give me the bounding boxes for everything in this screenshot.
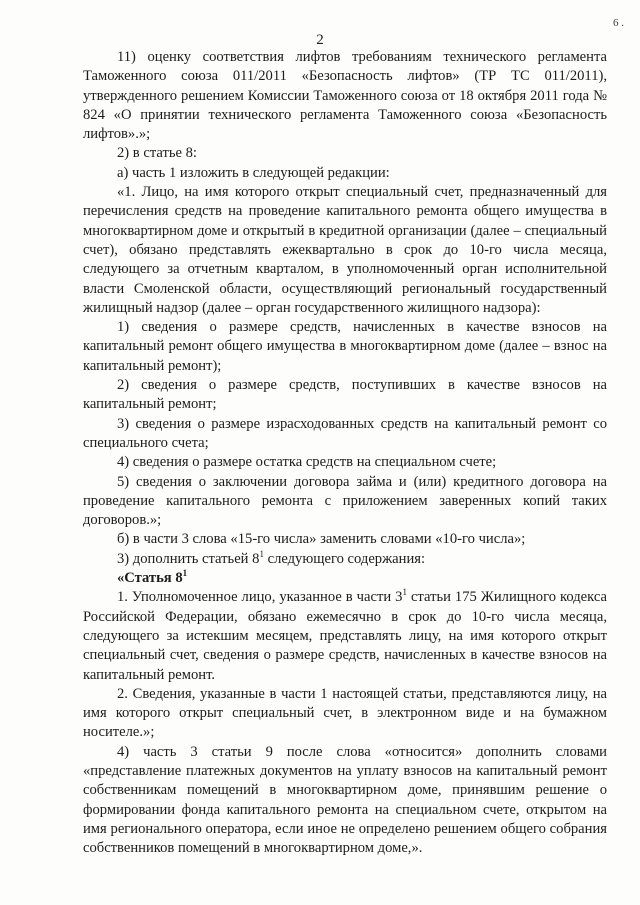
article-paragraph-1 — [83, 588, 607, 684]
paragraph-subitem-b: б) в части 3 слова «15-го числа» заменить словами «10-го числа»; — [117, 531, 526, 548]
article-paragraph-2: 2. Сведения, указанные в части 1 настоящей статьи, представляются лицу, на имя которого открыт специальный счет, в электронном виде и на бумажном носителе.»; — [83, 685, 607, 741]
paragraph-part-1: «1. Лицо, на имя которого открыт специальный счет, предназначенный для перечисления средств на проведение капитального ремонта общего имущества в многоквартирном доме и открытый в кредитной организации (далее – специальный счет), обязано представлять ежеквартально в срок до 10-го числа месяца, следующего за отчетным кварталом, в уполномоченный орган исполнительной власти Смоленской области, осуществляющий региональный государственный жилищный надзор (далее – орган государственного жилищного надзора): — [83, 184, 607, 316]
article-heading-text: «Статья 8 — [117, 570, 183, 587]
page-number: 2 — [316, 32, 324, 48]
paragraph-point-3: 3) сведения о размере израсходованных средств на капитальный ремонт со специального счета; — [83, 415, 607, 451]
paragraph-point-1: 1) сведения о размере средств, начисленных в качестве взносов на капитальный ремонт общего имущества в многоквартирном доме (далее – взнос на капитальный ремонт); — [83, 319, 607, 374]
corner-marks: 6 . — [613, 17, 624, 29]
paragraph-item-4: 4) часть 3 статьи 9 после слова «относится» дополнить словами «представление платежных документов на уплату взносов на капитальный ремонт собственникам помещений в многоквартирном доме, принявшим решение о формировании фонда капитального ремонта на специальном счете, открытом на имя регионального оператора, если иное не определено решением общего собрания собственников помещений в многоквартирном доме,». — [83, 743, 607, 857]
paragraph-point-5: 5) сведения о заключении договора займа и (или) кредитного договора на проведение капитального ремонта с приложением заверенных копий таких договоров.»; — [83, 473, 607, 529]
superscript: 1 — [402, 587, 407, 598]
document-body — [83, 48, 607, 858]
item-3-text: 3) дополнить статьей 8 — [117, 550, 260, 567]
superscript: 1 — [182, 568, 188, 579]
superscript: 1 — [259, 548, 264, 559]
article-p1-text-end: статьи 175 Жилищного кодекса Российской Федерации, обязано ежемесячно в срок до 10-го числа месяца, следующего за истекшим месяцем, представлять лицу, на имя которого открыт специальный счет, сведения о размере средств, начисленных в качестве взносов на капитальный ремонт. — [83, 589, 607, 683]
paragraph-point-4: 4) сведения о размере остатка средств на специальном счете; — [117, 454, 497, 471]
item-3-text-end: следующего содержания: — [263, 550, 426, 567]
paragraph-point-2: 2) сведения о размере средств, поступивших в качестве взносов на капитальный ремонт; — [83, 377, 607, 413]
paragraph-item-11: 11) оценку соответствия лифтов требованиям технического регламента Таможенного союза 011/2011 «Безопасность лифтов» (ТР ТС 011/2011), утвержденного решением Комиссии Таможенного союза от 18 октября 2011 года № 824 «О принятии технического регламента Таможенного союза «Безопасность лифтов».»; — [83, 49, 607, 143]
paragraph-item-3 — [83, 550, 607, 569]
article-p1-text: 1. Уполномоченное лицо, указанное в части 3 — [117, 589, 403, 606]
paragraph-subitem-a: а) часть 1 изложить в следующей редакции: — [117, 164, 390, 181]
article-heading — [83, 569, 607, 588]
paragraph-item-2: 2) в статье 8: — [117, 145, 197, 162]
